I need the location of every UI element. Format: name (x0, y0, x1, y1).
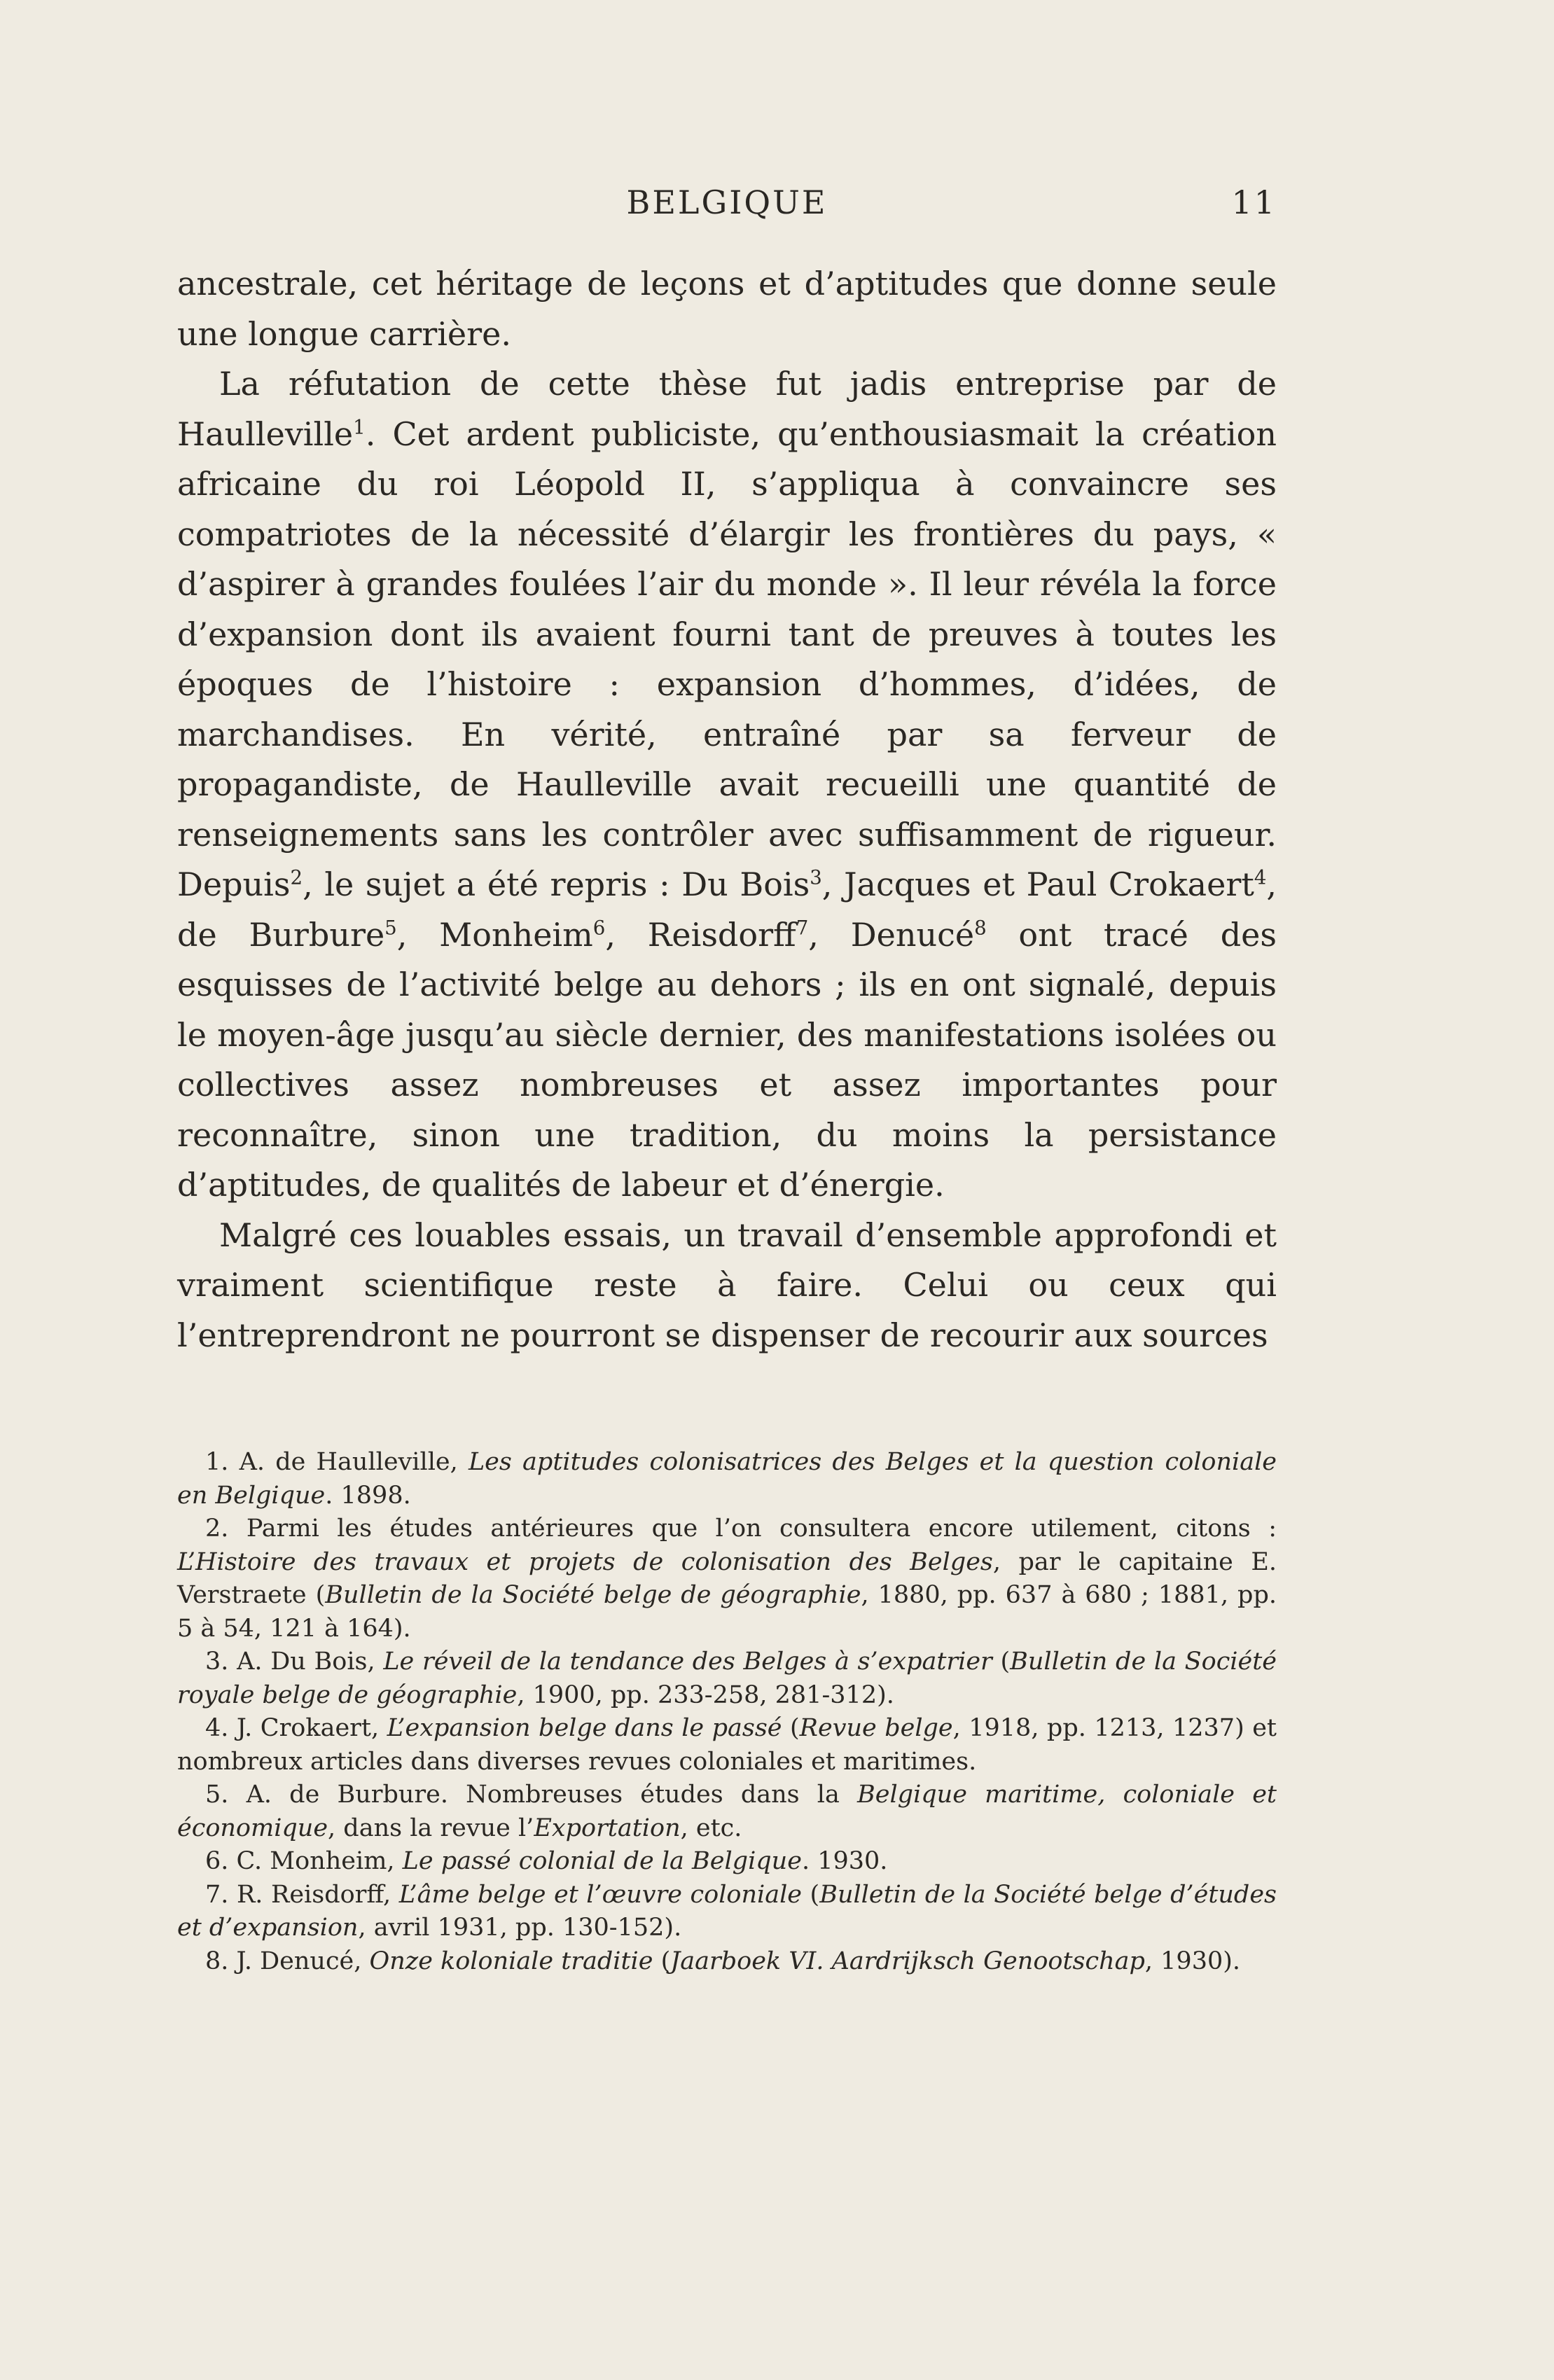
footnote-4 (177, 1712, 1277, 1779)
footnote-title: L’expansion belge dans le passé (387, 1714, 782, 1742)
footnote-text: 7. R. Reisdorff, (205, 1880, 399, 1909)
footnote-text: , etc. (680, 1814, 742, 1842)
footnote-text: 4. J. Crokaert, (205, 1714, 387, 1742)
footnote-text: , 1900, pp. 233-258, 281-312). (517, 1680, 894, 1709)
paragraph-2-text: , Monheim (396, 915, 593, 954)
footnote-text: 2. Parmi les études antérieures que l’on consultera encore utilement, citons : (205, 1515, 1277, 1543)
paragraph-3: Malgré ces louables essais, un travail d’ensemble approfondi et vraiment scientifique reste à faire. Celui ou ceux qui l’entreprendront ne pourront se dispenser de recourir aux sources (177, 1216, 1277, 1354)
footnote-title: Bulletin de la Société royale belge de géographie (177, 1648, 1277, 1709)
paragraph-2-text: , Jacques et Paul Crokaert (821, 865, 1254, 903)
footnote-title: L’âme belge et l’œuvre coloniale (398, 1880, 802, 1909)
footnote-title: Bulletin de la Société belge d’études et d’expansion (177, 1880, 1277, 1942)
paragraph-2 (177, 359, 1277, 1211)
footnote-text: , 1918, pp. 1213, 1237) et nombreux articles dans diverses revues coloniales et maritimes. (177, 1714, 1277, 1776)
footnote-text: . 1930. (801, 1847, 888, 1875)
footnote-title: Le passé colonial de la Belgique (402, 1847, 802, 1875)
footnote-title: Jaarboek VI. Aardrijksch Genootschap (670, 1947, 1145, 1975)
footnote-6 (177, 1845, 1277, 1879)
footnote-2 (177, 1512, 1277, 1645)
page-number: 11 (1231, 183, 1277, 221)
paragraph-1: ancestrale, cet héritage de leçons et d’aptitudes que donne seule une longue carrière. (177, 265, 1277, 353)
footnote-title: Revue belge (799, 1714, 953, 1742)
footnote-ref-1: 1 (353, 415, 366, 439)
footnote-1 (177, 1446, 1277, 1512)
footnote-text: , dans la revue l’ (328, 1814, 534, 1842)
footnote-ref-6: 6 (592, 916, 606, 940)
paragraph-2-text: La réfutation de cette thèse fut jadis entreprise par de Haulleville (177, 365, 1277, 453)
footnote-ref-3: 3 (810, 865, 822, 889)
footnote-text: 3. A. Du Bois, (205, 1648, 384, 1676)
footnote-text: , par le capitaine E. Verstraete ( (177, 1547, 1277, 1609)
footnote-title: Bulletin de la Société belge de géographie (325, 1581, 861, 1609)
footnote-title: Les aptitudes colonisatrices des Belges et la question coloniale en Belgique (177, 1448, 1277, 1510)
footnote-ref-8: 8 (974, 916, 987, 940)
paragraph-2-text: , Denucé (808, 915, 975, 954)
footnote-text: 5. A. de Burbure. Nombreuses études dans la (205, 1781, 858, 1809)
footnote-title: Belgique maritime, coloniale et économique (177, 1781, 1277, 1842)
footnote-text: 6. C. Monheim, (205, 1847, 403, 1875)
footnote-title: Onze koloniale traditie (369, 1947, 653, 1975)
footnote-7 (177, 1879, 1277, 1945)
footnote-ref-7: 7 (796, 916, 809, 940)
footnote-5 (177, 1779, 1277, 1845)
footnote-text: , 1930). (1144, 1947, 1241, 1975)
paragraph-2-text: ont tracé des esquisses de l’activité belge au dehors ; ils en ont signalé, depuis le moyen-âge jusqu’au siècle dernier, des manifestations isolées ou collectives assez nombreuses et assez importantes pour reconnaître, sinon une tradition, du moins la persistance d’aptitudes, de qualités de labeur et d’énergie. (177, 915, 1277, 1204)
footnote-ref-4: 4 (1254, 865, 1267, 889)
footnote-text: , avril 1931, pp. 130-152). (358, 1914, 682, 1942)
body-text (177, 259, 1277, 1361)
running-head (177, 183, 1277, 225)
paragraph-2-text: , le sujet a été repris : Du Bois (303, 865, 810, 903)
footnotes (177, 1446, 1277, 1978)
footnote-8 (177, 1945, 1277, 1979)
running-title: BELGIQUE (626, 183, 828, 221)
paragraph-2-text: , Reisdorff (605, 915, 796, 954)
footnote-text: ( (782, 1714, 800, 1742)
paragraph-2-text: . Cet ardent publiciste, qu’enthousiasmait la création africaine du roi Léopold II, s’appliqua à convaincre ses compatriotes de la nécessité d’élargir les frontières du pays, « d’aspirer à grandes foulées l’air du monde ». Il leur révéla la force d’expansion dont ils avaient fourni tant de preuves à toutes les époques de l’histoire : expansion d’hommes, d’idées, de marchandises. En vérité, entraîné par sa ferveur de propagandiste, de Haulleville avait recueilli une quantité de renseignements sans les contrôler avec suffisamment de rigueur. Depuis (177, 415, 1277, 903)
footnote-text: 1. A. de Haulleville, (205, 1448, 469, 1476)
footnote-3 (177, 1645, 1277, 1712)
footnote-text: , 1880, pp. 637 à 680 ; 1881, pp. 5 à 54, 121 à 164). (177, 1581, 1277, 1643)
footnote-text: ( (802, 1880, 820, 1909)
footnote-ref-2: 2 (290, 865, 303, 889)
paragraph-2-text: , de Burbure (177, 865, 1277, 954)
footnote-text: 8. J. Denucé, (205, 1947, 370, 1975)
footnote-text: ( (653, 1947, 671, 1975)
footnote-title: Le réveil de la tendance des Belges à s’expatrier (383, 1648, 992, 1676)
footnote-text: . 1898. (325, 1481, 411, 1510)
footnote-ref-5: 5 (384, 916, 397, 940)
footnote-title: Exportation (534, 1814, 681, 1842)
footnote-title: L’Histoire des travaux et projets de colonisation des Belges (177, 1547, 993, 1576)
footnote-text: ( (992, 1648, 1011, 1676)
